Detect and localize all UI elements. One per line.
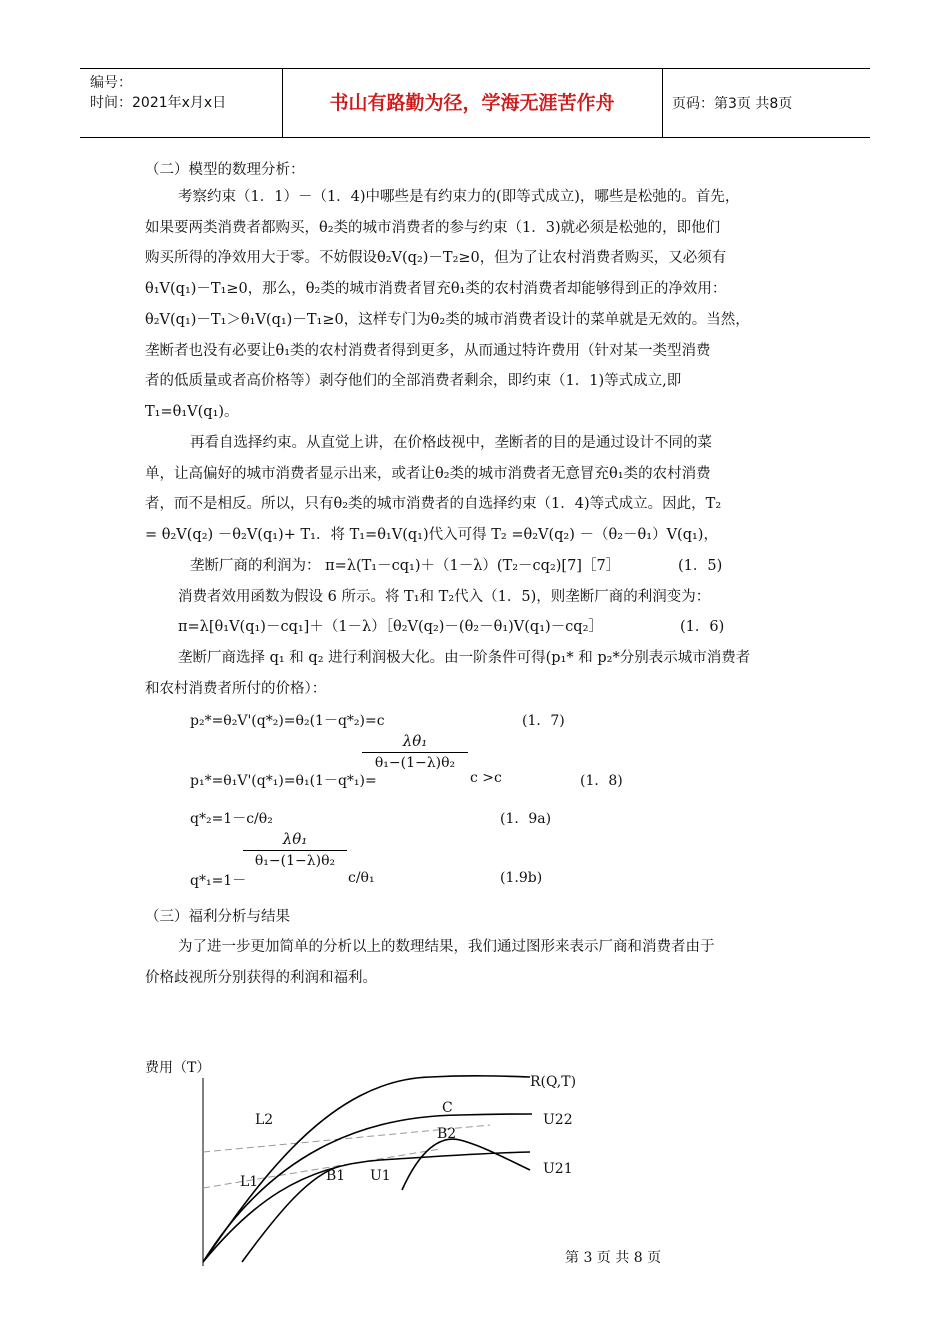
fraction [362, 732, 468, 771]
equation-1-9b-tail: c/θ₁ [348, 870, 375, 886]
profit-formula: 垄断厂商的利润为： π=λ(T₁－cq₁)＋（1－λ）(T₂－cq₂)[7]［7］ [190, 558, 621, 574]
equation-number: (1.9b) [500, 870, 543, 886]
paragraph-line: θ₂V(q₁)－T₁＞θ₁V(q₁)－T₁≥0，这样专门为θ₂类的城市消费者设计的菜单就是无效的。当然， [145, 312, 750, 328]
page-header [80, 68, 870, 138]
paragraph-line: 者，而不是相反。所以，只有θ₂类的城市消费者的自选择约束（1．4)等式成立。因此，T₂ [145, 496, 722, 512]
equation-number: (1．5) [678, 558, 723, 574]
curve-u1-right [402, 1139, 530, 1190]
fraction [243, 830, 347, 869]
label-u22: U22 [543, 1112, 573, 1128]
paragraph-line: 为了进一步更加简单的分析以上的数理结果，我们通过图形来表示厂商和消费者由于 [178, 939, 715, 955]
welfare-diagram [0, 1040, 950, 1270]
fraction-denominator: θ₁−(1−λ)θ₂ [243, 850, 347, 869]
paragraph-line: 和农村消费者所付的价格）： [145, 681, 327, 697]
section3-title: （三）福利分析与结果 [145, 909, 290, 925]
paragraph-line: = θ₂V(q₂) －θ₂V(q₁)+ T₁．将 T₁=θ₁V(q₁)代入可得 T₂ =θ₂V(q₂) －（θ₂－θ₁）V(q₁)， [145, 527, 718, 543]
curve-r [203, 1076, 530, 1262]
dashed-line-l1 [203, 1149, 440, 1188]
equation-number: (1．7) [522, 713, 565, 729]
equation-1-8-tail: c >c [470, 770, 502, 786]
profit-formula-2: π=λ[θ₁V(q₁)－cq₁]＋（1－λ）［θ₂V(q₂)－(θ₂－θ₁)V(q₁)－cq₂］ [178, 619, 603, 635]
paragraph-line: 再看自选择约束。从直觉上讲，在价格歧视中，垄断者的目的是通过设计不同的菜 [190, 435, 712, 451]
fraction-numerator: λθ₁ [402, 732, 428, 750]
curve-u21 [203, 1152, 530, 1262]
paragraph-line: T₁=θ₁V(q₁)。 [145, 404, 239, 420]
equation-number: (1．6) [680, 619, 725, 635]
fraction-denominator: θ₁−(1−λ)θ₂ [362, 752, 468, 771]
paragraph-line: 考察约束（1．1）－（1．4)中哪些是有约束力的(即等式成立)，哪些是松弛的。首先， [178, 189, 740, 205]
number-label: 编号： [90, 75, 132, 91]
equation-number: (1．8) [580, 773, 623, 789]
label-u21: U21 [543, 1161, 573, 1177]
paragraph-line: 垄断者也没有必要让θ₁类的农村消费者得到更多，从而通过特许费用（针对某一类型消费 [145, 343, 711, 359]
label-r: R(Q,T) [530, 1074, 577, 1090]
equation-1-9a: q*₂=1－c/θ₂ [190, 811, 273, 827]
header-page-label: 页码：第3页 共8页 [672, 96, 793, 112]
paragraph-line: 垄断厂商选择 q₁ 和 q₂ 进行利润极大化。由一阶条件可得(p₁* 和 p₂*分别表示城市消费者 [178, 650, 751, 666]
paragraph-line: 者的低质量或者高价格等）剥夺他们的全部消费者剩余，即约束（1．1)等式成立,即 [145, 373, 682, 389]
divider [662, 69, 663, 137]
paragraph-line: 消费者效用函数为假设 6 所示。将 T₁和 T₂代入（1．5)，则垄断厂商的利润变为： [178, 589, 711, 605]
section2-title: （二）模型的数理分析： [145, 162, 305, 178]
label-b1: B1 [326, 1168, 346, 1184]
label-c: C [442, 1100, 453, 1116]
label-l1: L1 [240, 1174, 259, 1190]
y-axis-label: 费用（T） [145, 1060, 211, 1076]
equation-1-7: p₂*=θ₂V'(q*₂)=θ₂(1－q*₂)=c [190, 713, 385, 729]
equation-1-8: p₁*=θ₁V'(q*₁)=θ₁(1－q*₁)= [190, 773, 377, 789]
paragraph-line: 如果要两类消费者都购买，θ₂类的城市消费者的参与约束（1．3)就必须是松弛的，即他们 [145, 220, 721, 236]
paragraph-line: 价格歧视所分别获得的利润和福利。 [145, 970, 377, 986]
header-motto: 书山有路勤为径，学海无涯苦作舟 [329, 92, 615, 114]
time-label: 时间：2021年x月x日 [90, 95, 227, 111]
paragraph-line: θ₁V(q₁)－T₁≥0，那么，θ₂类的城市消费者冒充θ₁类的农村消费者却能够得到正的净效用： [145, 281, 727, 297]
label-b2: B2 [437, 1126, 457, 1142]
fraction-numerator: λθ₁ [282, 830, 308, 848]
label-u1: U1 [370, 1168, 391, 1184]
equation-number: (1．9a) [500, 811, 552, 827]
label-l2: L2 [255, 1112, 274, 1128]
paragraph-line: 单，让高偏好的城市消费者显示出来，或者让θ₂类的城市消费者无意冒充θ₁类的农村消费 [145, 466, 711, 482]
header-meta [90, 73, 226, 113]
page-footer: 第 3 页 共 8 页 [565, 1250, 662, 1266]
equation-1-9b: q*₁=1－ [190, 873, 247, 889]
paragraph-line: 购买所得的净效用大于零。不妨假设θ₂V(q₂)－T₂≥0，但为了让农村消费者购买，又必须有 [145, 250, 727, 266]
